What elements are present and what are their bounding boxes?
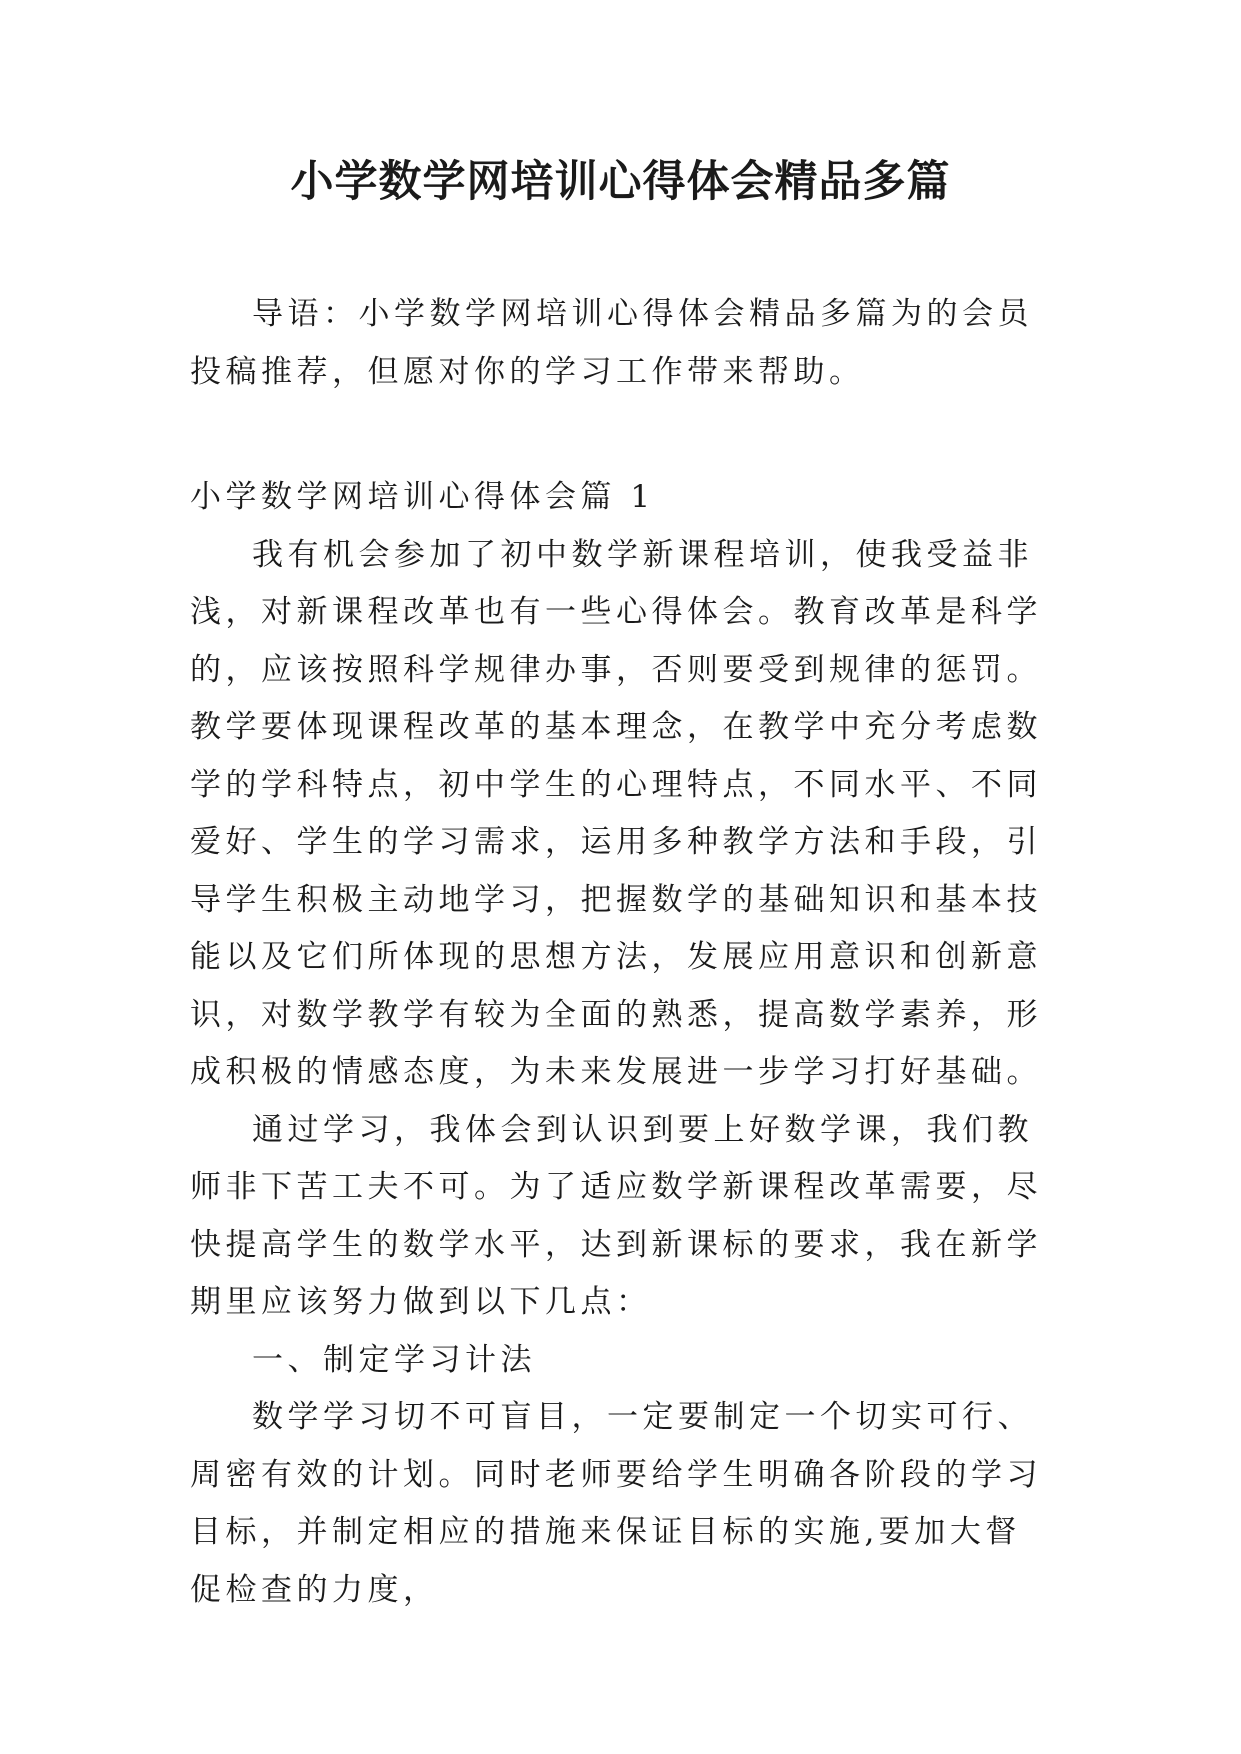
section-heading: 小学数学网培训心得体会篇 1 [190, 479, 655, 515]
paragraph-2: 通过学习，我体会到认识到要上好数学课，我们教师非下苦工夫不可。为了适应数学新课程改革需要，尽快提高学生的数学水平，达到新课标的要求，我在新学期里应该努力做到以下几点： [190, 1111, 1042, 1320]
document-title: 小学数学网培训心得体会精品多篇 [290, 157, 951, 207]
subheading-1: 一、制定学习计法 [252, 1341, 536, 1378]
paragraph-3: 数学学习切不可盲目，一定要制定一个切实可行、周密有效的计划。同时老师要给学生明确各阶段的学习目标，并制定相应的措施来保证目标的实施,要加大督促检查的力度， [190, 1399, 1042, 1608]
intro-block [190, 286, 1052, 401]
paragraph-1: 我有机会参加了初中数学新课程培训，使我受益非浅，对新课程改革也有一些心得体会。教育改革是科学的，应该按照科学规律办事，否则要受到规律的惩罚。教学要体现课程改革的基本理念，在教学中充分考虑数学的学科特点，初中学生的心理特点，不同水平、不同爱好、学生的学习需求，运用多种教学方法和手段，引导学生积极主动地学习，把握数学的基础知识和基本技能以及它们所体现的思想方法，发展应用意识和创新意识，对数学教学有较为全面的熟悉，提高数学素养，形成积极的情感态度，为未来发展进一步学习打好基础。 [190, 536, 1042, 1090]
body-block [190, 469, 1052, 1619]
intro-paragraph: 导语：小学数学网培训心得体会精品多篇为的会员投稿推荐，但愿对你的学习工作带来帮助。 [190, 296, 1033, 390]
